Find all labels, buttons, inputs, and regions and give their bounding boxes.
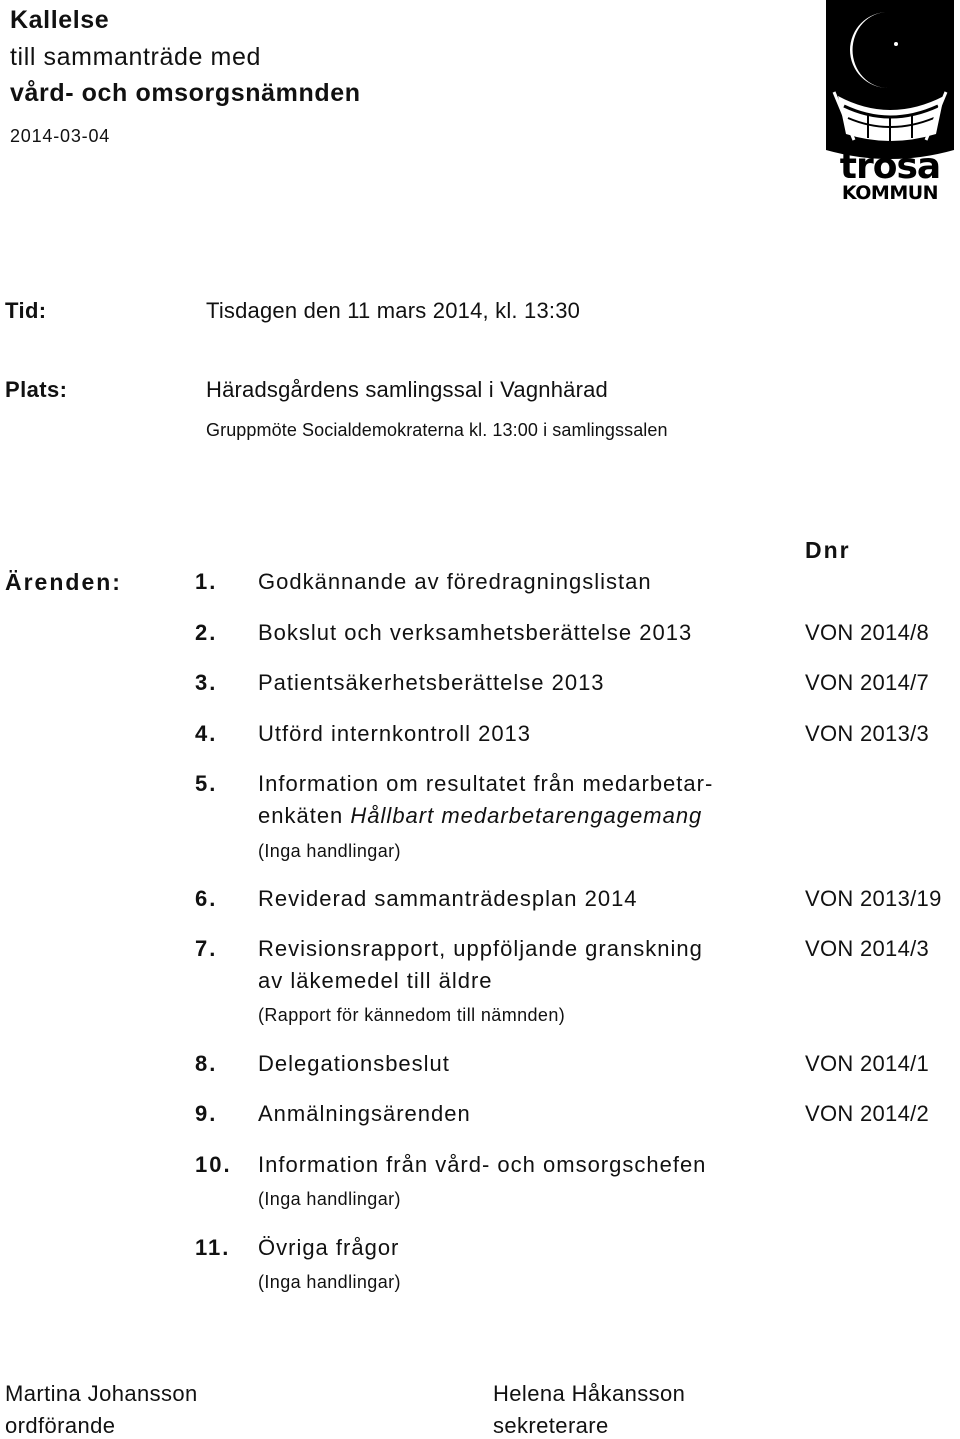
committee-name: vård- och omsorgsnämnden (10, 79, 361, 107)
agenda-label: Ärenden: (5, 569, 122, 595)
agenda-item-dnr: VON 2014/2 (805, 1101, 930, 1126)
dnr-header: Dnr (805, 537, 851, 563)
agenda-item-title: Övriga frågor (258, 1235, 400, 1260)
agenda-item-number: 4. (195, 721, 218, 746)
agenda-item-number: 7. (195, 936, 218, 961)
agenda-item-title: Bokslut och verksamhetsberättelse 2013 (258, 620, 693, 645)
chair-name: Martina Johansson (5, 1381, 198, 1406)
agenda-item-dnr: VON 2014/3 (805, 936, 930, 961)
agenda-item-number: 9. (195, 1101, 218, 1126)
doc-type-title: Kallelse (10, 6, 110, 34)
agenda-item-note: (Inga handlingar) (258, 841, 401, 861)
agenda-item-number: 5. (195, 771, 218, 796)
agenda-item-title: Utförd internkontroll 2013 (258, 721, 532, 746)
agenda-item-title: Information om resultatet från medarbetar- (258, 771, 714, 796)
chair-role: ordförande (5, 1413, 116, 1438)
agenda-item-note: (Inga handlingar) (258, 1272, 401, 1292)
agenda-item-title: Godkännande av föredragningslistan (258, 569, 652, 594)
agenda-item-dnr: VON 2013/19 (805, 886, 942, 911)
agenda-item-title: Delegationsbeslut (258, 1051, 450, 1076)
agenda-item-number: 10. (195, 1152, 232, 1177)
agenda-item-title: Reviderad sammanträdesplan 2014 (258, 886, 638, 911)
agenda-item-number: 8. (195, 1051, 218, 1076)
agenda-item-number: 6. (195, 886, 218, 911)
agenda-item-note: (Inga handlingar) (258, 1189, 401, 1209)
agenda-item-title-line2: enkäten (258, 803, 344, 828)
agenda-item-dnr: VON 2014/7 (805, 670, 930, 695)
agenda-item-note: (Rapport för kännedom till nämnden) (258, 1005, 566, 1025)
logo-word-trosa: trosa (839, 146, 941, 187)
place-value: Häradsgårdens samlingssal i Vagnhärad (206, 377, 608, 402)
doc-subtitle: till sammanträde med (10, 43, 261, 71)
agenda-item-dnr: VON 2014/8 (805, 620, 930, 645)
document-date: 2014-03-04 (10, 126, 111, 146)
agenda-item-dnr: VON 2014/1 (805, 1051, 930, 1076)
agenda-item-dnr: VON 2013/3 (805, 721, 930, 746)
trosa-kommun-logo (824, 0, 956, 206)
agenda-item-title: Information från vård- och omsorgschefen (258, 1152, 707, 1177)
agenda-item-number: 2. (195, 620, 218, 645)
secretary-name: Helena Håkansson (493, 1381, 686, 1406)
agenda-item-title-line2: av läkemedel till äldre (258, 968, 493, 993)
place-note: Gruppmöte Socialdemokraterna kl. 13:00 i samlingssalen (206, 420, 668, 440)
agenda-item-title: Patientsäkerhetsberättelse 2013 (258, 670, 605, 695)
time-value: Tisdagen den 11 mars 2014, kl. 13:30 (206, 298, 581, 323)
time-label: Tid: (5, 298, 47, 323)
agenda-item-number: 1. (195, 569, 218, 594)
secretary-role: sekreterare (493, 1413, 609, 1438)
agenda-item-title-cont (258, 803, 702, 829)
logo-word-kommun: KOMMUN (841, 182, 939, 204)
agenda-item-title-italic: Hållbart medarbetarengagemang (350, 803, 703, 828)
agenda-item-number: 11. (195, 1235, 231, 1260)
agenda-item-title: Revisionsrapport, uppföljande granskning (258, 936, 703, 961)
agenda-item-title: Anmälningsärenden (258, 1101, 471, 1126)
agenda-item-number: 3. (195, 670, 218, 695)
place-label: Plats: (5, 377, 68, 402)
